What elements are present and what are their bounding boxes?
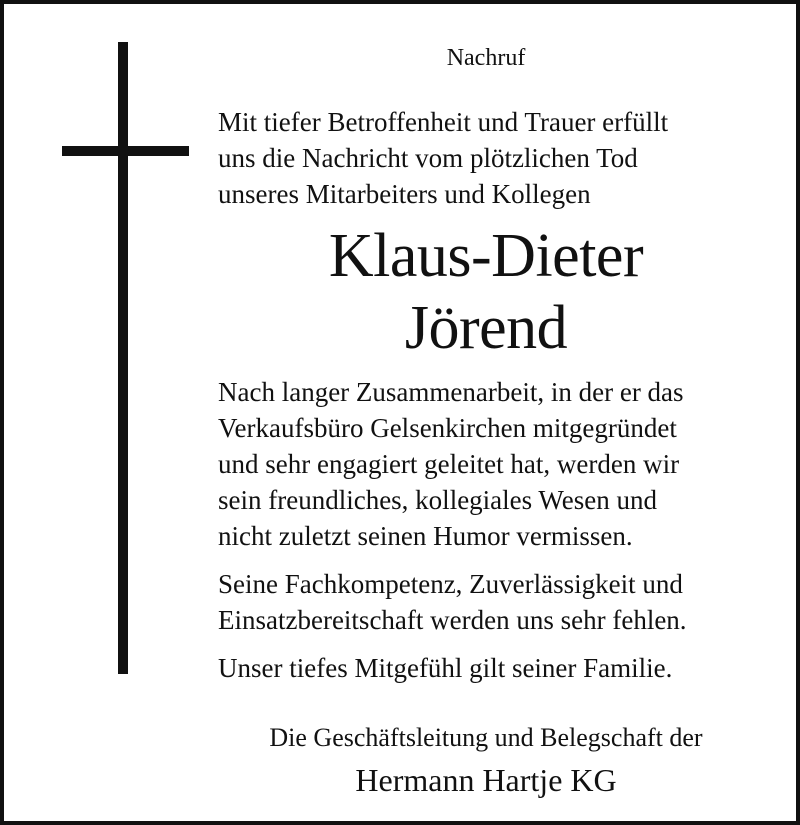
condolence-paragraph <box>218 650 778 686</box>
intro-line: unseres Mitarbeiters und Kollegen <box>218 179 591 209</box>
tribute-paragraph <box>218 374 778 554</box>
intro-text <box>218 104 778 212</box>
tribute-line: Verkaufsbüro Gelsenkirchen mitgegründet <box>218 413 677 443</box>
competence-line: Seine Fachkompetenz, Zuverlässigkeit und <box>218 569 683 599</box>
competence-paragraph <box>218 566 778 638</box>
competence-line: Einsatzbereitschaft werden uns sehr fehlen. <box>218 605 687 635</box>
tribute-line: Nach langer Zusammenarbeit, in der er das <box>218 377 684 407</box>
condolence-line: Unser tiefes Mitgefühl gilt seiner Familie. <box>218 653 673 683</box>
cross-vertical-bar <box>118 42 128 674</box>
notice-heading: Nachruf <box>446 45 526 71</box>
tribute-line: und sehr engagiert geleitet hat, werden wir <box>218 449 680 479</box>
tribute-line: sein freundliches, kollegiales Wesen und <box>218 485 657 515</box>
tribute-line: nicht zuletzt seinen Humor vermissen. <box>218 521 633 551</box>
signature-line: Die Geschäftsleitung und Belegschaft der <box>269 723 703 752</box>
deceased-first-name: Klaus-Dieter <box>328 222 644 290</box>
company-name: Hermann Hartje KG <box>355 762 617 798</box>
deceased-last-name: Jörend <box>404 294 568 362</box>
deceased-name <box>218 220 754 364</box>
intro-line: uns die Nachricht vom plötzlichen Tod <box>218 143 638 173</box>
intro-line: Mit tiefer Betroffenheit und Trauer erfüllt <box>218 107 669 137</box>
cross-horizontal-bar <box>62 146 189 156</box>
